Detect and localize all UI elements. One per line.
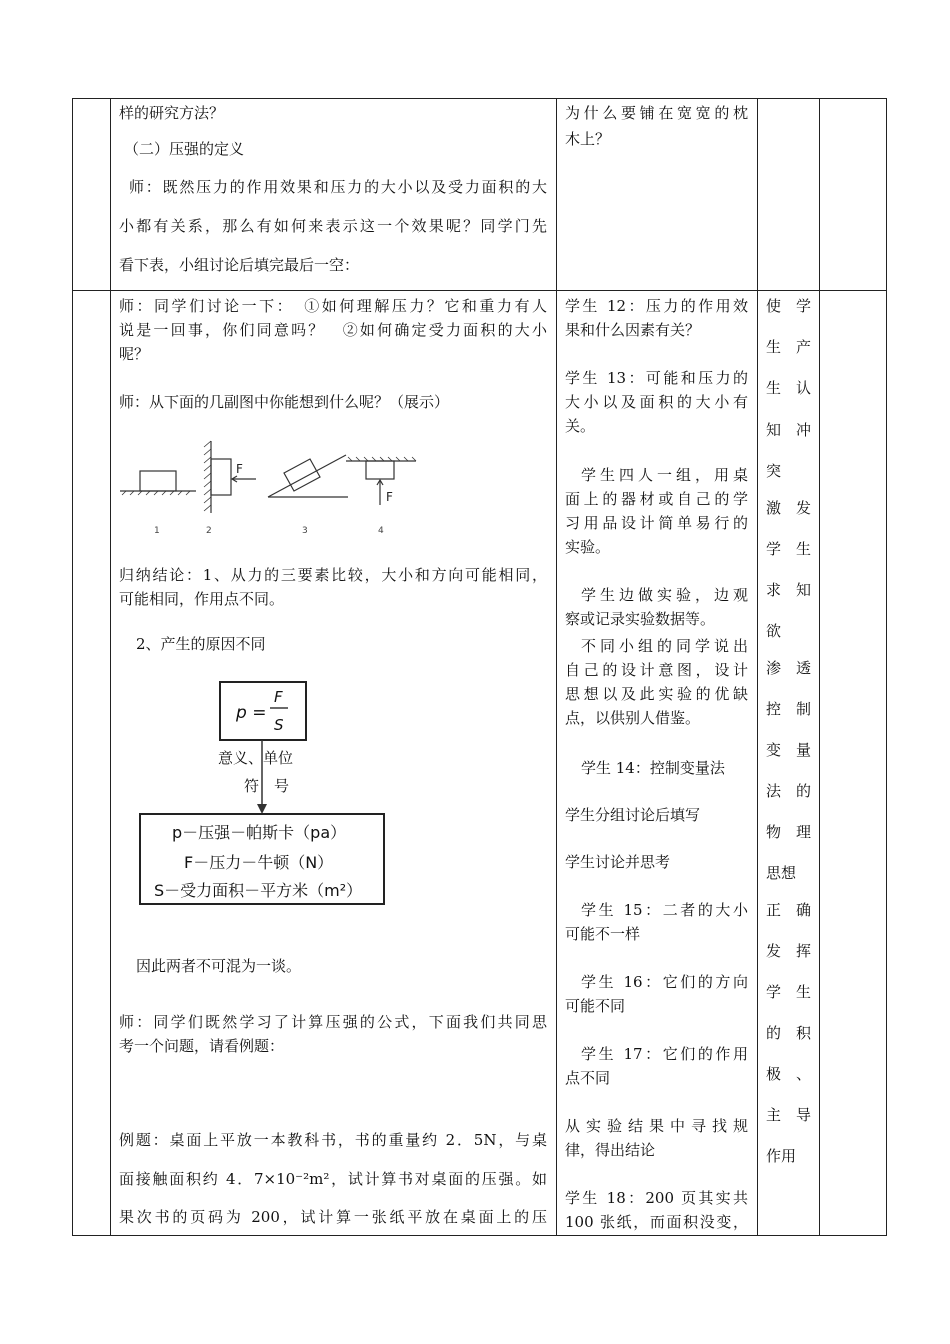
intent-line-1: 使 学 xyxy=(766,297,812,315)
figure-number-2: 2 xyxy=(206,526,212,536)
student-line-13: 自己的设计意图，设计 xyxy=(565,661,748,679)
conclusion-line-2: 可能相同，作用点不同。 xyxy=(119,590,285,608)
pressure-formula-diagram xyxy=(134,676,390,910)
table-border-right xyxy=(886,98,887,1236)
row1-line-5: 看下表，小组讨论后填完最后一空： xyxy=(119,256,360,274)
intent-line-2: 生 产 xyxy=(766,338,812,356)
figure-number-1: 1 xyxy=(154,526,160,536)
intent-line-8: 求 知 xyxy=(766,581,812,599)
teacher-show-line: 师：从下面的几副图中你能想到什么呢？（展示） xyxy=(119,393,450,411)
intent-line-9: 欲 xyxy=(766,622,782,640)
intent-line-7: 学 生 xyxy=(766,540,812,558)
intent-line-3: 生 认 xyxy=(766,379,812,397)
student-line-7: 面上的器材或自己的学 xyxy=(565,490,748,508)
figure-force-label-4: F xyxy=(386,490,393,504)
student-line-8: 习用品设计简单易行的 xyxy=(565,514,748,532)
formula-numerator: F xyxy=(274,688,283,706)
intent-line-22: 作用 xyxy=(766,1147,797,1165)
student-line-5: 关。 xyxy=(565,417,596,435)
figure-number-3: 3 xyxy=(302,526,308,536)
student-line-23: 学生 17：它们的作用 xyxy=(581,1045,748,1063)
table-border-bottom xyxy=(72,1235,887,1236)
intent-line-18: 学 生 xyxy=(766,983,812,1001)
student-line-10: 学生边做实验，边观 xyxy=(581,586,748,604)
teacher-question-line-2: 说是一回事，你们同意吗？ ②如何确定受力面积的大小 xyxy=(119,321,547,339)
student-line-11: 察或记录实验数据等。 xyxy=(565,610,716,628)
student-line-24: 点不同 xyxy=(565,1069,611,1087)
example-line-2: 面接触面积约 4．7×10⁻²m²，试计算书对桌面的压强。如 xyxy=(119,1170,547,1188)
conclusion-line-1: 归纳结论：1、从力的三要素比较，大小和方向可能相同， xyxy=(119,566,547,584)
intent-line-21: 主 导 xyxy=(766,1106,812,1124)
teacher-formula-line-2: 考一个问题，请看例题： xyxy=(119,1037,285,1055)
student-line-17: 学生分组讨论后填写 xyxy=(565,806,701,824)
student-line-2: 果和什么因素有关？ xyxy=(565,321,701,339)
table-col-divider-4 xyxy=(819,98,820,1236)
example-line-3: 果次书的页码为 200，试计算一张纸平放在桌面上的压 xyxy=(119,1208,547,1226)
student-line-27: 学生 18：200 页其实共 xyxy=(565,1189,748,1207)
student-line-22: 可能不同 xyxy=(565,997,626,1015)
student-line-26: 律，得出结论 xyxy=(565,1141,656,1159)
student-line-14: 思想以及此实验的优缺 xyxy=(565,685,748,703)
student-line-1: 学生 12：压力的作用效 xyxy=(565,297,748,315)
formula-definition-3: S－受力面积－平方米（m²） xyxy=(154,881,363,900)
figure-number-4: 4 xyxy=(378,526,384,536)
student-line-25: 从实验结果中寻找规 xyxy=(565,1117,748,1135)
formula-denominator: S xyxy=(274,716,284,734)
table-col-divider-1 xyxy=(110,98,111,1236)
intent-line-16: 正 确 xyxy=(766,901,812,919)
intent-line-12: 变 量 xyxy=(766,741,812,759)
figure-force-label-2: F xyxy=(236,462,243,476)
formula-definition-1: p－压强－帕斯卡（pa） xyxy=(172,823,347,842)
intent-line-13: 法 的 xyxy=(766,782,812,800)
pressure-figures xyxy=(116,435,426,540)
reason-heading: 2、产生的原因不同 xyxy=(136,635,266,653)
intent-line-19: 的 积 xyxy=(766,1024,812,1042)
formula-arrow-label-2: 符 号 xyxy=(244,777,290,795)
row1-line-4: 小都有关系，那么有如何来表示这一个效果呢？同学门先 xyxy=(119,217,547,235)
table-border-top xyxy=(72,98,887,99)
example-line-1: 例题：桌面上平放一本教科书，书的重量约 2．5N，与桌 xyxy=(119,1131,547,1149)
student-line-28: 100 张纸，而面积没变， xyxy=(565,1213,748,1231)
table-col-divider-3 xyxy=(757,98,758,1236)
intent-line-4: 知 冲 xyxy=(766,421,812,439)
student-line-21: 学生 16：它们的方向 xyxy=(581,973,748,991)
student-line-4: 大小以及面积的大小有 xyxy=(565,393,748,411)
student-line-12: 不同小组的同学说出 xyxy=(581,637,748,655)
intent-line-17: 发 挥 xyxy=(766,942,812,960)
row1-line-3: 师：既然压力的作用效果和压力的大小以及受力面积的大 xyxy=(129,178,547,196)
student-line-3: 学生 13：可能和压力的 xyxy=(565,369,748,387)
student-line-16: 学生 14：控制变量法 xyxy=(581,759,725,777)
student-line-18: 学生讨论并思考 xyxy=(565,853,671,871)
formula-lhs: p = xyxy=(236,703,267,723)
therefore-line: 因此两者不可混为一谈。 xyxy=(136,957,302,975)
intent-line-5: 突 xyxy=(766,462,782,480)
table-col-divider-2 xyxy=(556,98,557,1236)
row1-line-1: 样的研究方法？ xyxy=(119,104,225,122)
table-row-divider xyxy=(72,290,887,291)
intent-line-10: 渗 透 xyxy=(766,659,812,677)
row1-section-heading: （二）压强的定义 xyxy=(124,140,245,158)
formula-definition-2: F－压力－牛顿（N） xyxy=(184,853,334,872)
student-line-19: 学生 15：二者的大小 xyxy=(581,901,748,919)
row1-student-line-2: 木上？ xyxy=(565,130,611,148)
teacher-formula-line-1: 师：同学们既然学习了计算压强的公式，下面我们共同思 xyxy=(119,1013,547,1031)
intent-line-15: 思想 xyxy=(766,864,797,882)
intent-line-11: 控 制 xyxy=(766,700,812,718)
student-line-15: 点，以供别人借鉴。 xyxy=(565,709,701,727)
student-line-6: 学生四人一组，用桌 xyxy=(581,466,748,484)
intent-line-20: 极 、 xyxy=(766,1065,812,1083)
formula-arrow-label-1: 意义、单位 xyxy=(218,749,294,767)
intent-line-14: 物 理 xyxy=(766,823,812,841)
student-line-9: 实验。 xyxy=(565,538,611,556)
intent-line-6: 激 发 xyxy=(766,499,812,517)
table-border-left xyxy=(72,98,73,1236)
student-line-20: 可能不一样 xyxy=(565,925,641,943)
row1-student-line-1: 为什么要铺在宽宽的枕 xyxy=(565,104,748,122)
teacher-question-line-1: 师：同学们讨论一下： ①如何理解压力？它和重力有人 xyxy=(119,297,547,315)
teacher-question-line-3: 呢？ xyxy=(119,345,150,363)
